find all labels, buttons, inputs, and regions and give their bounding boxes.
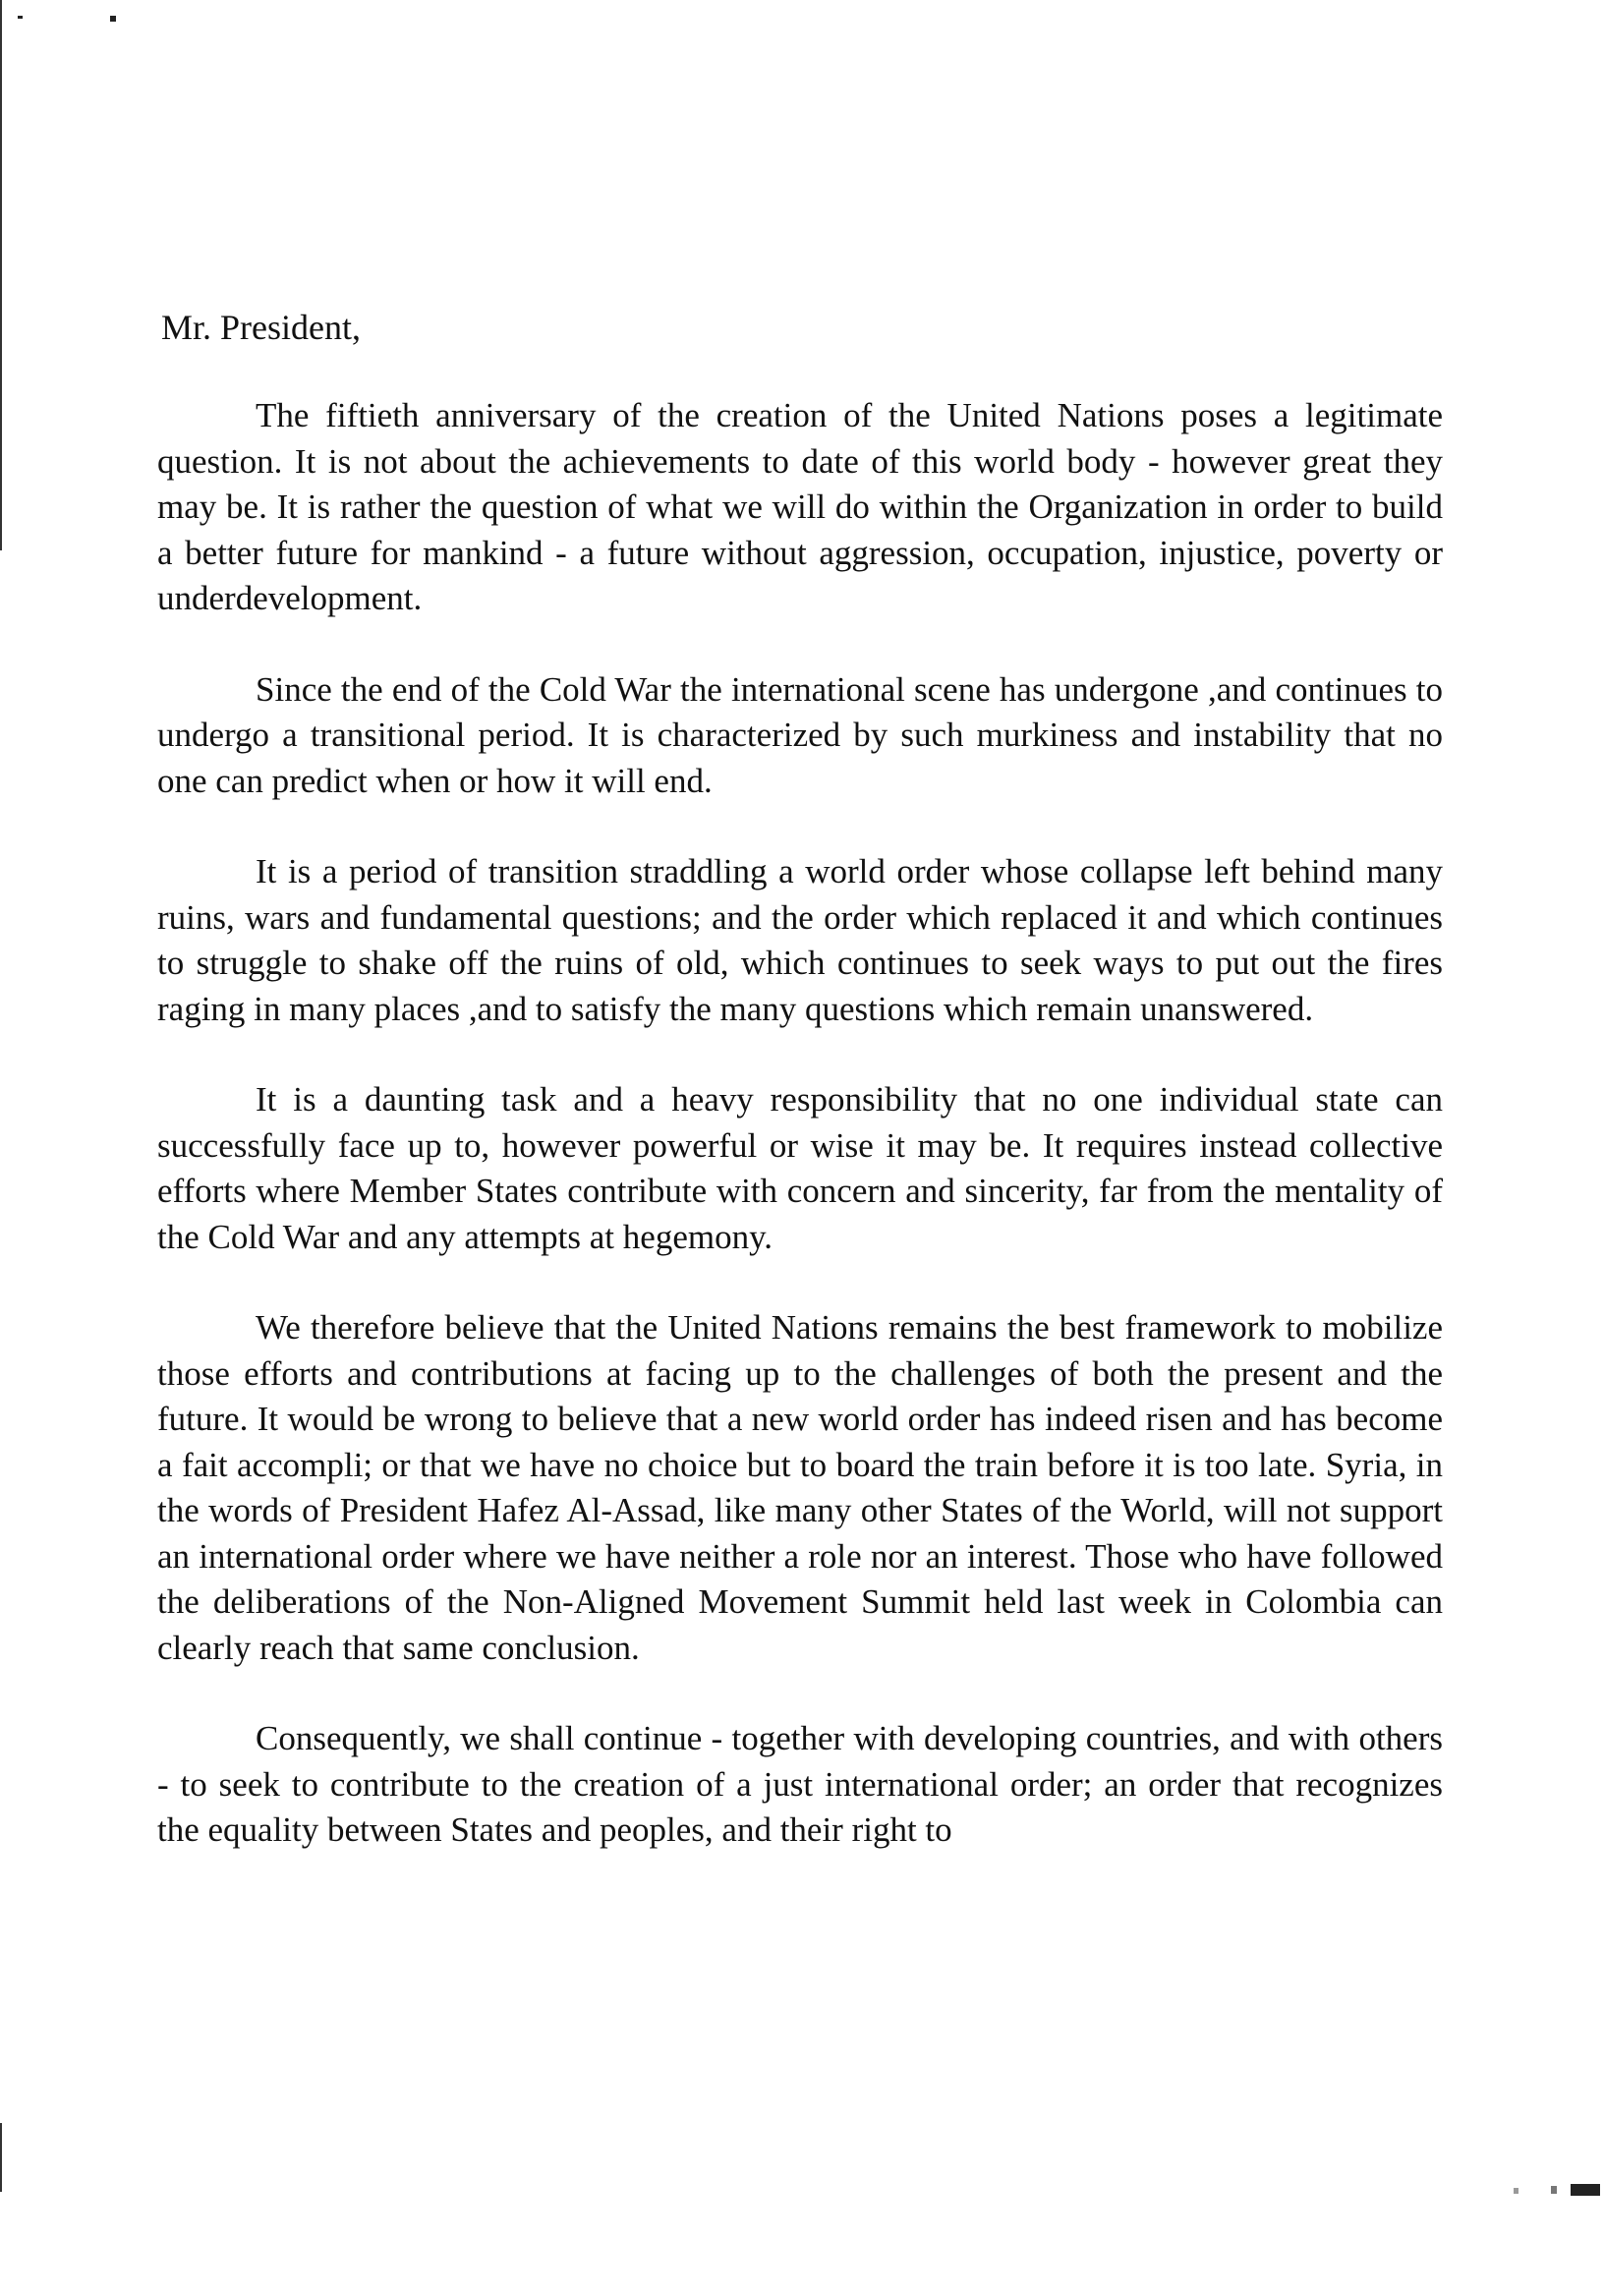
scan-speck — [1571, 2184, 1600, 2196]
scan-speck — [1514, 2188, 1518, 2194]
document-body — [157, 393, 1443, 1854]
scan-speck — [110, 16, 116, 22]
scan-speck — [1551, 2186, 1557, 2194]
paragraph-3: It is a period of transition straddling a world order whose collapse left behind many ruins, wars and fundamental questions; and the order which replaced it and which continues to struggle to shake off the ruins of old, which continues to seek ways to put out the fires raging in many places ,and to satisfy the many questions which remain unanswered. — [157, 852, 1443, 1028]
scan-edge-line-top — [0, 0, 2, 550]
paragraph-6: Consequently, we shall continue - together with developing countries, and with others - to seek to contribute to the creation of a just international order; an order that recognizes the equality between States and peoples, and their right to — [157, 1719, 1443, 1849]
paragraph-2: Since the end of the Cold War the international scene has undergone ,and continues to undergo a transitional period. It is characterized by such murkiness and instability that no one can predict when or how it will end. — [157, 669, 1443, 800]
paragraph-5: We therefore believe that the United Nations remains the best framework to mobilize those efforts and contributions at facing up to the challenges of both the present and the future. It would be wrong to believe that a new world order has indeed risen and has become a fait accompli; or that we have no choice but to board the train before it is too late. Syria, in the words of President Hafez Al-Assad, like many other States of the World, will not support an international order where we have neither a role nor an interest. Those who have followed the deliberations of the Non-Aligned Movement Summit held last week in Colombia can clearly reach that same conclusion. — [157, 1308, 1443, 1667]
paragraph-4: It is a daunting task and a heavy responsibility that no one individual state can successfully face up to, however powerful or wise it may be. It requires instead collective efforts where Member States contribute with concern and sincerity, far from the mentality of the Cold War and any attempts at hegemony. — [157, 1080, 1443, 1256]
scan-speck — [18, 16, 23, 19]
scan-edge-line-bottom — [0, 2123, 2, 2192]
paragraph-1: The fiftieth anniversary of the creation of the United Nations poses a legitimate question. It is not about the achievements to date of this world body - however great they may be. It is rather the question of what we will do within the Organization in order to build a better future for mankind - a future without aggression, occupation, injustice, poverty or underdevelopment. — [157, 396, 1443, 617]
salutation: Mr. President, — [161, 308, 361, 347]
